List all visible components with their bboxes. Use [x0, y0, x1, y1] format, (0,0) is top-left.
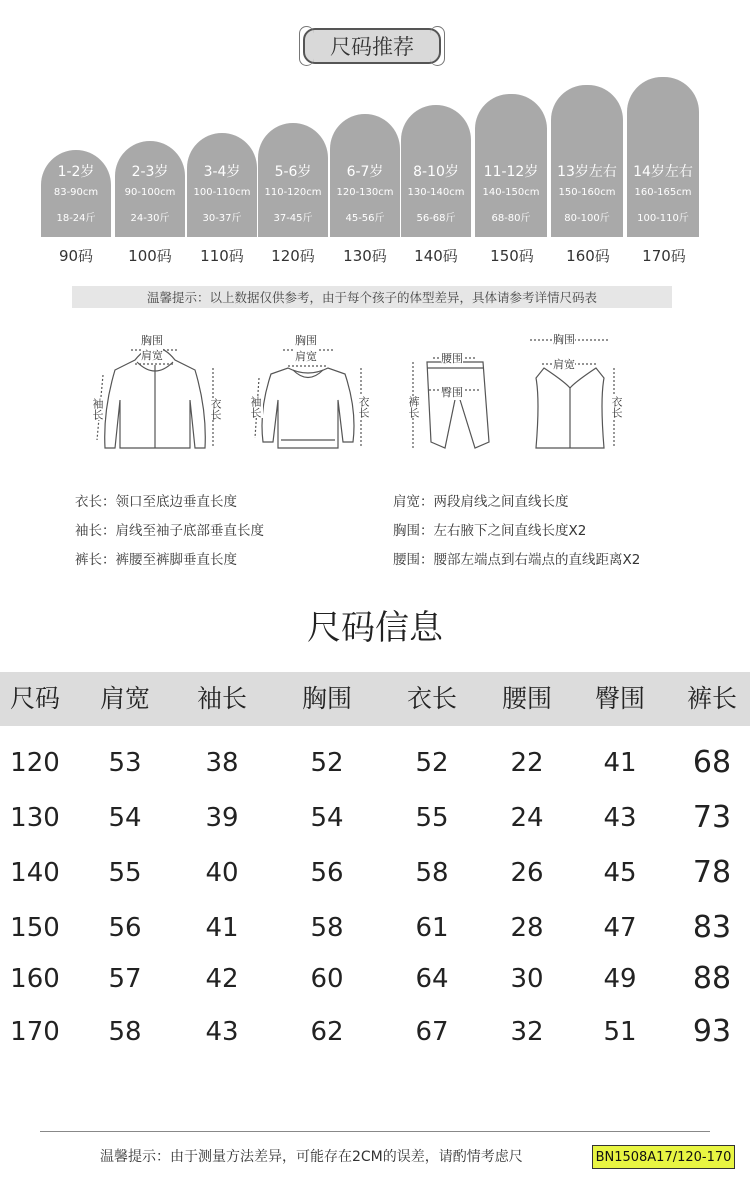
sweater-shoulder-label: 肩宽 [295, 350, 317, 363]
definition-right-2: 胸围：左右腋下之间直线长度X2 [393, 523, 587, 539]
sweater-sleeve-label: 袖长 [249, 396, 262, 418]
definition-left-3: 裤长：裤腰至裤脚垂直长度 [75, 552, 237, 568]
table-cell: 40 [205, 858, 239, 888]
table-cell: 39 [205, 803, 239, 833]
column-header: 腰围 [501, 684, 553, 713]
size-code: 120码 [271, 247, 315, 265]
size-card-age: 5-6岁 [274, 164, 312, 180]
table-cell: 41 [205, 913, 239, 943]
sweater-chest-label: 胸围 [295, 334, 317, 347]
size-recommend-title [303, 28, 441, 64]
size-card [551, 85, 623, 237]
size-code: 160码 [566, 247, 610, 265]
size-card-age: 14岁左右 [633, 164, 693, 180]
size-code: 90码 [58, 247, 94, 265]
size-code: 170码 [642, 247, 686, 265]
table-cell: 60 [310, 964, 344, 994]
sku-label [592, 1145, 735, 1169]
size-card-height: 90-100cm [124, 187, 176, 198]
table-cell: 54 [310, 803, 344, 833]
table-cell: 61 [415, 913, 449, 943]
size-card-weight: 45-56斤 [345, 213, 385, 224]
size-recommend-title-text: 尺码推荐 [330, 35, 414, 59]
size-card [115, 141, 185, 237]
vest-illustration [520, 330, 623, 464]
jacket-length-label: 衣长 [209, 398, 222, 420]
table-cell: 58 [415, 858, 449, 888]
table-cell: 88 [692, 961, 732, 996]
size-code: 150码 [490, 247, 534, 265]
column-header: 尺码 [9, 684, 61, 713]
table-cell: 24 [510, 803, 544, 833]
table-cell: 58 [310, 913, 344, 943]
pants-illustration [405, 330, 495, 464]
table-cell: 55 [108, 858, 142, 888]
size-card [330, 114, 400, 237]
size-card-height: 100-110cm [193, 187, 251, 198]
sweater-illustration [249, 330, 370, 464]
size-card [627, 77, 699, 237]
tip-bottom: 温馨提示：由于测量方法差异，可能存在2CM的误差，请酌情考虑尺 [100, 1149, 523, 1165]
table-cell: 30 [510, 964, 544, 994]
vest-chest-label: 胸围 [553, 333, 575, 346]
size-card-age: 8-10岁 [413, 164, 459, 180]
size-card-weight: 80-100斤 [564, 213, 610, 224]
table-cell: 78 [692, 855, 732, 890]
size-info-title: 尺码信息 [307, 608, 443, 648]
table-cell: 52 [310, 748, 344, 778]
table-cell: 73 [692, 800, 732, 835]
table-cell: 56 [310, 858, 344, 888]
column-header: 肩宽 [99, 684, 151, 713]
size-table-header [0, 672, 750, 726]
bottom-divider [40, 1131, 710, 1132]
vest-length-label: 衣长 [610, 396, 623, 418]
size-card-age: 6-7岁 [346, 164, 384, 180]
size-card-age: 1-2岁 [57, 164, 95, 180]
table-cell: 170 [10, 1017, 60, 1047]
tip-top-text: 温馨提示：以上数据仅供参考，由于每个孩子的体型差异，具体请参考详情尺码表 [146, 290, 597, 305]
size-code: 100码 [128, 247, 172, 265]
definition-right-1: 肩宽：两段肩线之间直线长度 [393, 494, 569, 510]
table-cell: 51 [603, 1017, 637, 1047]
size-card-height: 130-140cm [407, 187, 465, 198]
jacket-chest-label: 胸围 [141, 334, 163, 347]
table-cell: 32 [510, 1017, 544, 1047]
size-card [258, 123, 328, 237]
definition-left-2: 袖长：肩线至袖子底部垂直长度 [75, 523, 264, 539]
column-header: 衣长 [406, 684, 458, 713]
table-cell: 140 [10, 858, 60, 888]
size-card-age: 2-3岁 [131, 164, 169, 180]
sweater-length-label: 衣长 [357, 396, 370, 418]
size-code: 130码 [343, 247, 387, 265]
column-header: 袖长 [196, 684, 248, 713]
pants-hip-label: 臀围 [441, 386, 463, 399]
table-cell: 43 [205, 1017, 239, 1047]
definition-left-1: 衣长：领口至底边垂直长度 [75, 494, 237, 510]
size-card [187, 133, 257, 237]
size-card-weight: 30-37斤 [202, 213, 242, 224]
size-card-weight: 37-45斤 [273, 213, 313, 224]
size-card-weight: 68-80斤 [491, 213, 531, 224]
table-cell: 54 [108, 803, 142, 833]
size-card-age: 13岁左右 [557, 164, 617, 180]
table-cell: 64 [415, 964, 449, 994]
size-card-weight: 100-110斤 [637, 213, 689, 224]
definition-right-3: 腰围：腰部左端点到右端点的直线距离X2 [393, 552, 641, 568]
size-card-weight: 24-30斤 [130, 213, 170, 224]
table-cell: 83 [692, 910, 732, 945]
size-card [401, 105, 471, 237]
column-header: 胸围 [301, 684, 353, 713]
sku-label-text: BN1508A17/120-170 [595, 1149, 732, 1165]
size-code: 140码 [414, 247, 458, 265]
table-cell: 62 [310, 1017, 344, 1047]
table-cell: 38 [205, 748, 239, 778]
size-card [41, 150, 111, 237]
table-cell: 41 [603, 748, 637, 778]
column-header: 裤长 [686, 684, 738, 713]
table-cell: 58 [108, 1017, 142, 1047]
size-card-age: 11-12岁 [483, 164, 539, 180]
size-card-weight: 18-24斤 [56, 213, 96, 224]
size-card-age: 3-4岁 [203, 164, 241, 180]
table-cell: 160 [10, 964, 60, 994]
table-cell: 130 [10, 803, 60, 833]
table-cell: 53 [108, 748, 142, 778]
table-cell: 28 [510, 913, 544, 943]
size-card-height: 160-165cm [634, 187, 692, 198]
size-card-height: 83-90cm [53, 187, 99, 198]
size-card-height: 110-120cm [264, 187, 322, 198]
tip-top [72, 286, 672, 308]
table-cell: 22 [510, 748, 544, 778]
table-cell: 52 [415, 748, 449, 778]
table-cell: 57 [108, 964, 142, 994]
pants-waist-label: 腰围 [441, 352, 463, 365]
table-cell: 42 [205, 964, 239, 994]
size-card-weight: 56-68斤 [416, 213, 456, 224]
table-cell: 68 [692, 745, 732, 780]
jacket-shoulder-label: 肩宽 [141, 349, 163, 362]
column-header: 臀围 [594, 684, 646, 713]
table-cell: 45 [603, 858, 637, 888]
table-cell: 47 [603, 913, 637, 943]
table-cell: 67 [415, 1017, 449, 1047]
size-card-height: 140-150cm [482, 187, 540, 198]
table-cell: 120 [10, 748, 60, 778]
size-card [475, 94, 547, 237]
size-card-height: 120-130cm [336, 187, 394, 198]
jacket-illustration [91, 330, 222, 464]
table-cell: 56 [108, 913, 142, 943]
table-cell: 150 [10, 913, 60, 943]
table-cell: 26 [510, 858, 544, 888]
vest-shoulder-label: 肩宽 [553, 358, 575, 371]
table-cell: 55 [415, 803, 449, 833]
size-code: 110码 [200, 247, 244, 265]
table-cell: 49 [603, 964, 637, 994]
pants-length-label: 裤长 [407, 396, 420, 418]
table-cell: 43 [603, 803, 637, 833]
table-cell: 93 [692, 1014, 732, 1049]
jacket-sleeve-label: 袖长 [91, 398, 104, 420]
size-card-height: 150-160cm [558, 187, 616, 198]
